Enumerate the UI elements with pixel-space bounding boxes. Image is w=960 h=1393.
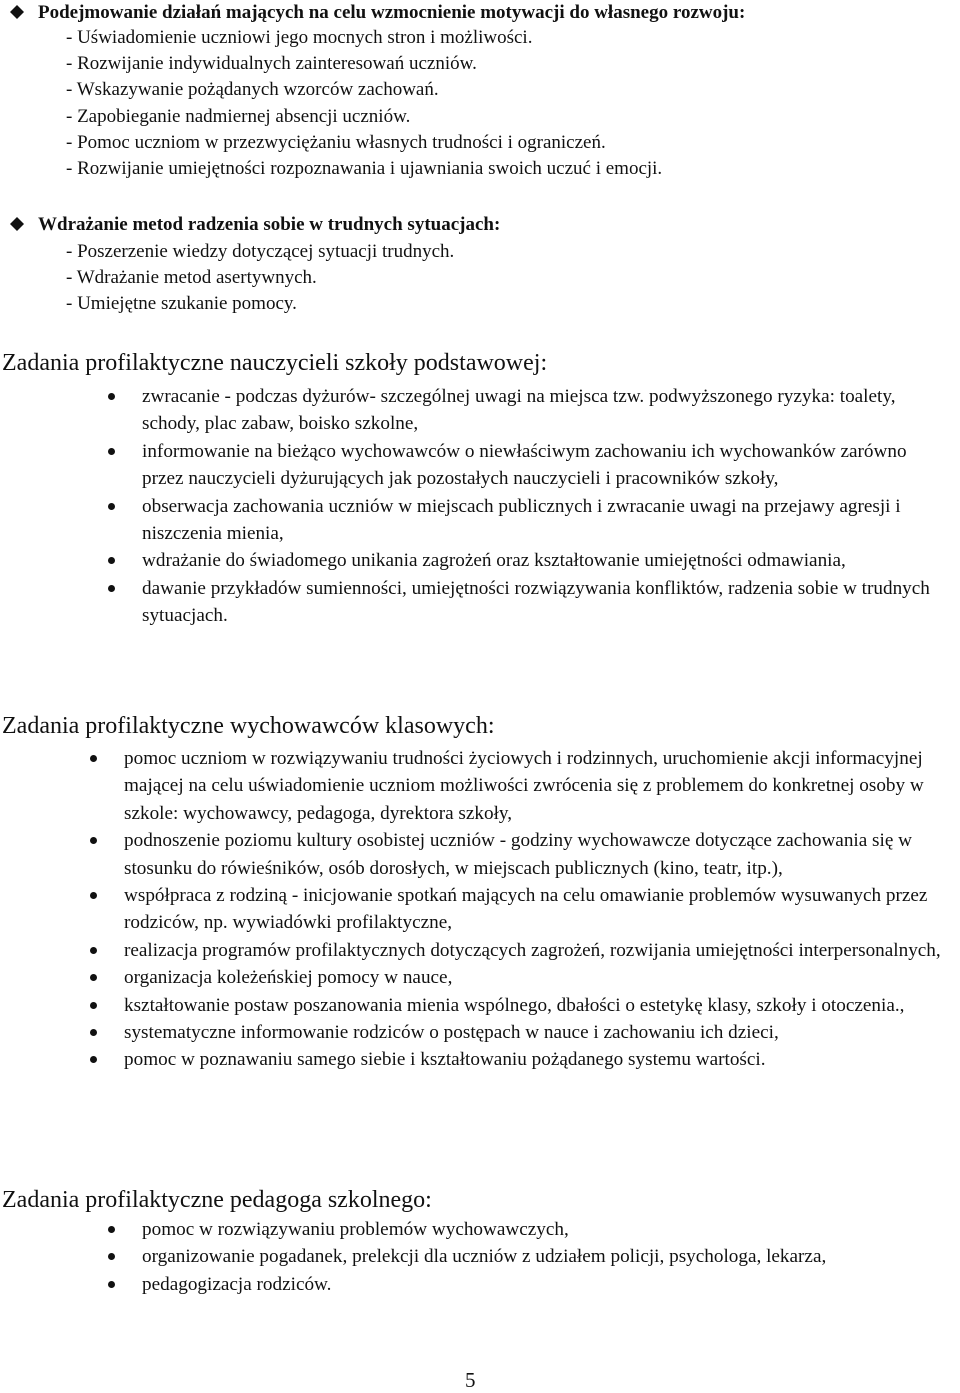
list-item: - Poszerzenie wiedzy dotyczącej sytuacji trudnych. — [66, 241, 455, 262]
list-item: obserwacja zachowania uczniów w miejscach publicznych i zwracanie uwagi na przejawy agresji i niszczenia mienia, — [142, 493, 942, 548]
homeroom-heading: Zadania profilaktyczne wychowawców klasowych: — [2, 713, 495, 739]
list-item: realizacja programów profilaktycznych dotyczących zagrożeń, rozwijania umiejętności interpersonalnych, — [124, 937, 954, 964]
section-heading-motivation: Podejmowanie działań mających na celu wzmocnienie motywacji do własnego rozwoju: — [10, 0, 745, 26]
list-item: - Rozwijanie indywidualnych zainteresowań uczniów. — [66, 53, 477, 75]
bullet-dot-icon — [90, 755, 97, 762]
list-item: zwracanie - podczas dyżurów- szczególnej uwagi na miejsca tzw. podwyższonego ryzyka: toalety, schody, plac zabaw, boisko szkolne, — [142, 383, 942, 438]
list-item: organizacja koleżeńskiej pomocy w nauce, — [124, 964, 954, 991]
bullet-dot-icon — [90, 947, 97, 954]
pedagogue-heading: Zadania profilaktyczne pedagoga szkolnego: — [2, 1187, 432, 1213]
homeroom-list — [124, 745, 954, 1074]
bullet-dot-icon — [90, 1029, 97, 1036]
list-item: pomoc w poznawaniu samego siebie i kształtowaniu pożądanego systemu wartości. — [124, 1046, 954, 1073]
list-item: - Rozwijanie umiejętności rozpoznawania i ujawniania swoich uczuć i emocji. — [66, 157, 663, 179]
bullet-dot-icon — [90, 1056, 97, 1063]
list-item: współpraca z rodziną - inicjowanie spotkań mających na celu omawianie problemów wysuwanych przez rodziców, np. wywiadówki profilaktyczne, — [124, 882, 954, 937]
bullet-dot-icon — [108, 585, 115, 592]
bullet-dot-icon — [108, 1226, 115, 1233]
list-item: kształtowanie postaw poszanowania mienia wspólnego, dbałości o estetykę klasy, szkoły i otoczenia., — [124, 992, 954, 1019]
bullet-dot-icon — [90, 974, 97, 981]
bullet-dot-icon — [108, 393, 115, 400]
pedagogue-list — [142, 1216, 942, 1298]
list-item: - Wskazywanie pożądanych wzorców zachowań. — [66, 79, 439, 101]
page-number: 5 — [465, 1368, 476, 1392]
list-item: wdrażanie do świadomego unikania zagrożeń oraz kształtowanie umiejętności odmawiania, — [142, 547, 942, 574]
list-item: - Zapobieganie nadmiernej absencji uczniów. — [66, 105, 411, 127]
list-item: - Uświadomienie uczniowi jego mocnych stron i możliwości. — [66, 27, 533, 48]
list-item: systematyczne informowanie rodziców o postępach w nauce i zachowaniu ich dzieci, — [124, 1019, 954, 1046]
list-item: dawanie przykładów sumienności, umiejętności rozwiązywania konfliktów, radzenia sobie w trudnych sytuacjach. — [142, 575, 942, 630]
list-item: pomoc w rozwiązywaniu problemów wychowawczych, — [142, 1216, 942, 1243]
bullet-dot-icon — [108, 503, 115, 510]
bullet-dot-icon — [90, 837, 97, 844]
teachers-heading: Zadania profilaktyczne nauczycieli szkoły podstawowej: — [2, 350, 548, 376]
list-item: informowanie na bieżąco wychowawców o niewłaściwym zachowaniu ich wychowanków zarówno przez nauczycieli dyżurujących jak pozostałych nauczycieli i pracowników szkoły, — [142, 438, 942, 493]
coping-list — [66, 239, 454, 318]
list-item: organizowanie pogadanek, prelekcji dla uczniów z udziałem policji, psychologa, lekarza, — [142, 1243, 942, 1270]
bullet-dot-icon — [108, 1253, 115, 1260]
bullet-dot-icon — [108, 448, 115, 455]
list-item: - Pomoc uczniom w przezwyciężaniu własnych trudności i ograniczeń. — [66, 131, 606, 153]
list-item: - Umiejętne szukanie pomocy. — [66, 293, 297, 315]
list-item: podnoszenie poziomu kultury osobistej uczniów - godziny wychowawcze dotyczące zachowania się w stosunku do rówieśników, osób dorosłych, w miejscach publicznych (kino, teatr, itp.), — [124, 827, 954, 882]
motivation-list — [66, 25, 662, 182]
bullet-dot-icon — [90, 892, 97, 899]
bullet-dot-icon — [90, 1002, 97, 1009]
diamond-bullet-icon — [10, 217, 24, 231]
section-heading-coping: Wdrażanie metod radzenia sobie w trudnych sytuacjach: — [10, 212, 500, 238]
list-item: - Wdrażanie metod asertywnych. — [66, 267, 317, 289]
teachers-list — [142, 383, 942, 630]
bullet-dot-icon — [108, 557, 115, 564]
list-item: pedagogizacja rodziców. — [142, 1271, 942, 1298]
list-item: pomoc uczniom w rozwiązywaniu trudności życiowych i rodzinnych, uruchomienie akcji informacyjnej mającej na celu uświadomienie uczniom możliwości zwrócenia się z problemem do konkretnej osoby w szkole: wychowawcy, pedagoga, dyrektora szkoły, — [124, 745, 954, 827]
diamond-bullet-icon — [10, 5, 24, 19]
bullet-dot-icon — [108, 1281, 115, 1288]
